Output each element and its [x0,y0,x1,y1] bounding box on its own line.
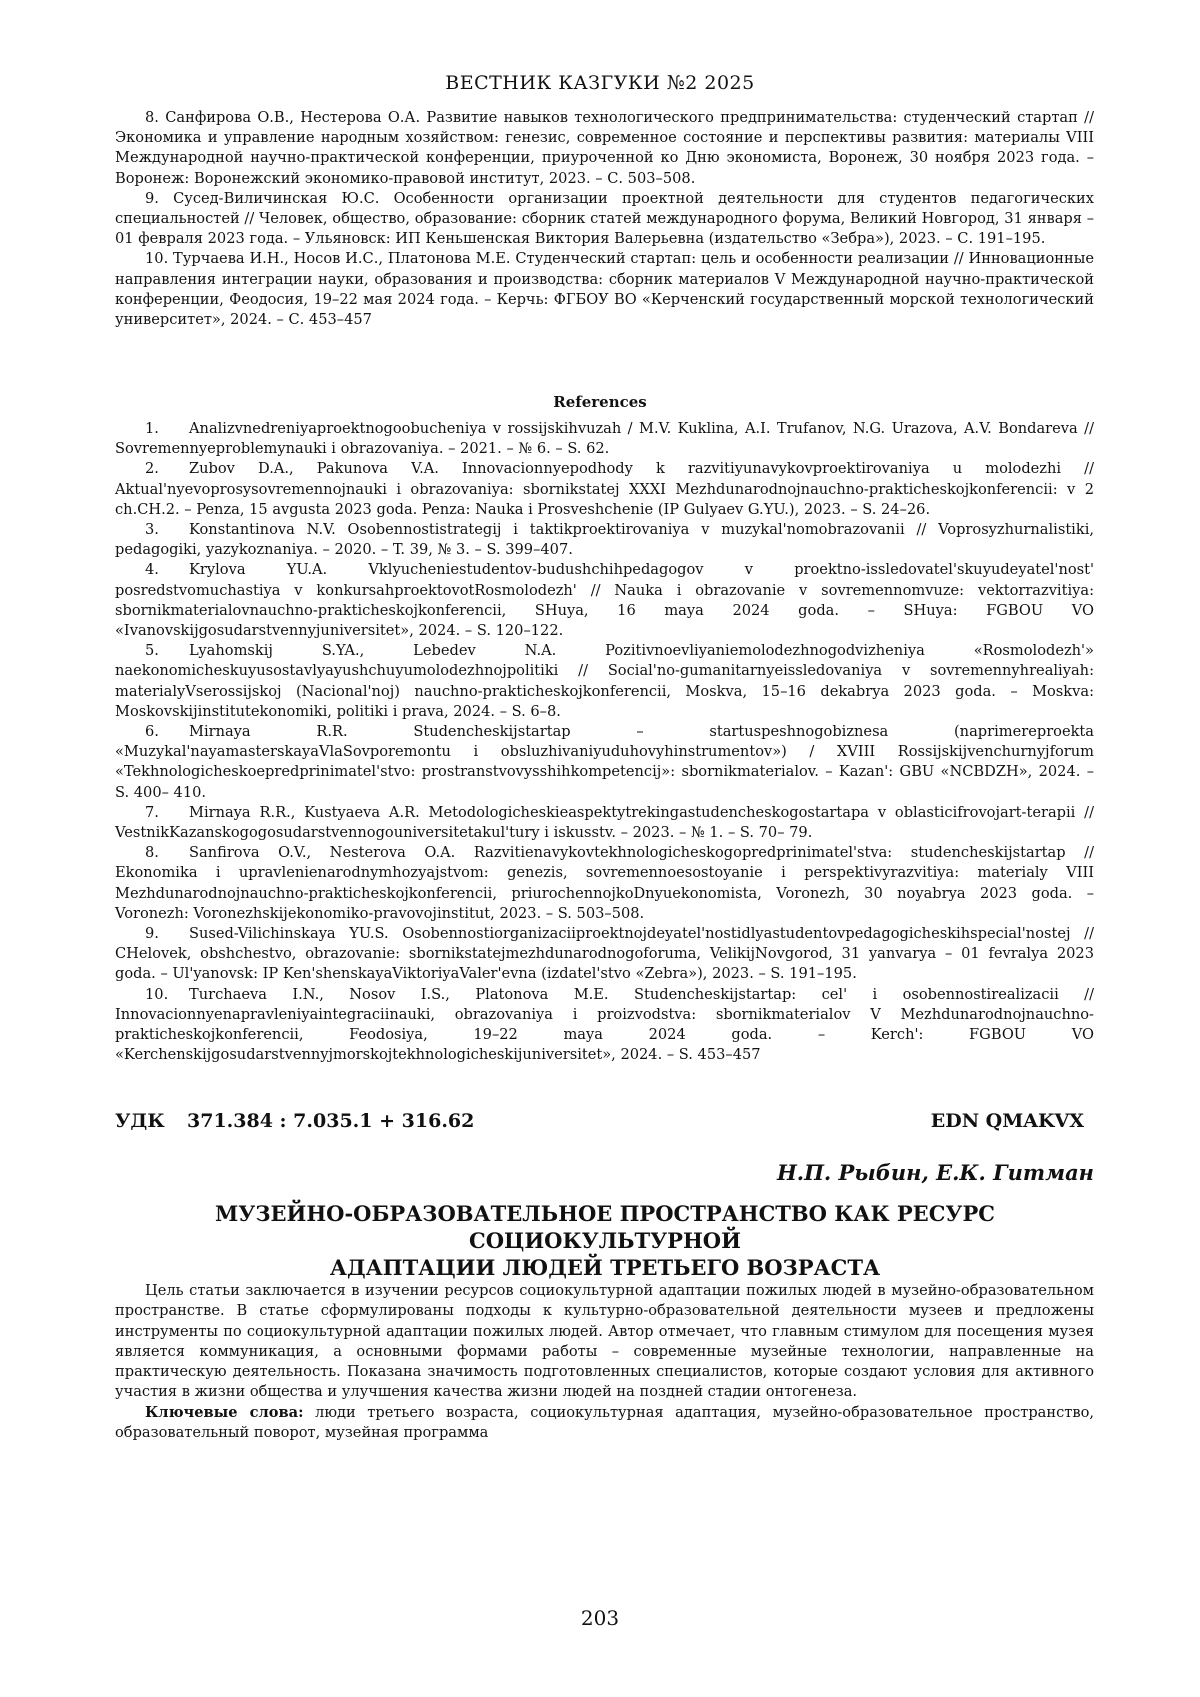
reference-number: 1. [145,420,159,437]
reference-number: 6. [145,723,159,741]
reference-number: 9. [145,925,159,943]
reference-text: Turchaeva I.N., Nosov I.S., Platonova M.E. Studencheskijstartap: cel' i osobennostirealizacii // Innovacionnyenapravleniyaintegraciinauki, obrazovaniya i proizvodstva: sbornikmaterialov V Mezhdunarodnojnauchno-prakticheskojkonferencii, Feodosiya, 19–22 maya 2024 goda. – Kerch': FGBOU VO «Kerchenskijgosudarstvennyjmorskojtekhnologicheskijuniversitet», 2024. – S. 453–457 [115,985,1094,1064]
reference-number: 3. [145,521,159,539]
reference-item [115,520,1094,560]
article-title-line: АДАПТАЦИИ ЛЮДЕЙ ТРЕТЬЕГО ВОЗРАСТА [329,1255,881,1280]
reference-number: 2. [145,460,159,478]
reference-item [115,560,1094,641]
reference-item [115,803,1094,843]
udk-row [115,1110,1094,1136]
reference-item [115,924,1094,985]
reference-item [115,985,1094,1066]
article-abstract [115,1281,1094,1443]
references-heading: References [553,393,647,411]
udk-label: УДК [115,1110,165,1132]
reference-number: 4. [145,561,159,579]
reference-item [115,459,1094,520]
reference-text: Konstantinova N.V. Osobennostistrategij i taktikproektirovaniya v muzykal'nomobrazovanii // Voprosyzhurnalistiki, pedagogiki, yazykoznaniya. – 2020. – T. 39, № 3. – S. 399–407. [115,521,1094,559]
keywords-label: Ключевые слова: [145,1403,304,1421]
journal-header: ВЕСТНИК КАЗГУКИ №2 2025 [445,72,755,94]
reference-text: Sused-Vilichinskaya YU.S. Osobennostiorganizaciiproektnojdeyatel'nostidlyastudentovpedagogicheskihspecial'nostej // CHelovek, obshchestvo, obrazovanie: sbornikstatejmezhdunarodnogoforuma, VelikijNovgorod, 31 yanvarya – 01 fevralya 2023 goda. – Ul'yanovsk: IP Ken'shenskayaViktoriyaValer'evna (izdatel'stvo «Zebra»), 2023. – S. 191–195. [115,925,1094,983]
reference-text: Zubov D.A., Pakunova V.A. Innovacionnyepodhody k razvitiyunavykovproektirovaniya u molodezhi // Aktual'nyevoprosysovremennojnauki i obrazovaniya: sbornikstatej XXXI Mezhdunarodnojnauchno-prakticheskojkonferencii: v 2 ch.CH.2. – Penza, 15 avgusta 2023 goda. Penza: Nauka i Prosveshchenie (IP Gulyaev G.YU.), 2023. – S. 24–26. [115,460,1094,518]
reference-text: Mirnaya R.R. Studencheskijstartap – startuspeshnogobiznesa (naprimereproekta «Muzykal'nayamasterskayaVlaSovporemontu i obsluzhivaniyuduhovyhinstrumentov») / XVIII Rossijskijvenchurnyjforum «Tekhnologicheskoepredprinimatel'stvo: prostranstvovysshihkompetencij»: sbornikmaterialov. – Kazan': GBU «NCBDZH», 2024. – S. 400– 410. [115,723,1094,801]
reference-text: Krylova YU.A. Vklyucheniestudentov-budushchihpedagogov v proektno-issledovatel'skuyudeyatel'nost' posredstvomuchastiya v konkursahproektovotRosmolodezh' // Nauka i obrazovanie v sovremennomvuze: vektorrazvitiya: sbornikmaterialovnauchno-prakticheskojkonferencii, SHuya, 16 maya 2024 goda. – SHuya: FGBOU VO «Ivanovskijgosudarstvennyjuniversitet», 2024. – S. 120–122. [115,561,1094,640]
keywords [115,1403,1094,1444]
udk-code: 371.384 : 7.035.1 + 316.62 [187,1110,475,1132]
article-authors: Н.П. Рыбин, Е.К. Гитман [776,1160,1094,1185]
reference-number: 7. [145,803,159,821]
abstract-text: Цель статьи заключается в изучении ресурсов социокультурной адаптации пожилых людей в музейно-образовательном пространстве. В статье сформулированы подходы к культурно-образовательной деятельности музеев и предложены инструменты по социокультурной адаптации пожилых людей. Автор отмечает, что главным стимулом для посещения музея является коммуникация, а основными формами работы – современные музейные технологии, направленные на практическую деятельность. Показана значимость подготовленных специалистов, которые создают условия для активного участия в жизни общества и улучшения качества жизни людей на поздней стадии онтогенеза. [115,1282,1094,1401]
article-title-line: МУЗЕЙНО-ОБРАЗОВАТЕЛЬНОЕ ПРОСТРАНСТВО КАК РЕСУРС СОЦИОКУЛЬТУРНОЙ [215,1201,995,1253]
reference-text: Lyahomskij S.YA., Lebedev N.A. Pozitivnoevliyaniemolodezhnogodvizheniya «Rosmolodezh'» naekonomicheskuyusostavlyayushchuyumolodezhnojpolitiki // Social'no-gumanitarnyeissledovaniya v sovremennyhrealiyah: materialyVserossijskoj (Nacional'noj) nauchno-prakticheskojkonferencii, Moskva, 15–16 dekabrya 2023 goda. – Moskva: Moskovskijinstitutekonomiki, politiki i prava, 2024. – S. 6–8. [115,642,1094,720]
references-list [115,419,1094,1066]
reference-item [115,419,1094,459]
keywords-text: люди третьего возраста, социокультурная адаптация, музейно-образовательное пространство, образовательный поворот, музейная программа [115,1403,1094,1442]
reference-number: 8. [145,844,159,862]
page-number: 203 [580,1606,620,1630]
reference-text: Sanfirova O.V., Nesterova O.A. Razvitienavykovtekhnologicheskogopredprinimatel'stva: studencheskijstartap // Ekonomika i upravlenienarodnymhozyajstvom: genezis, sovremennoesostoyanie i perspektivyrazvitiya: materialy VIII Mezhdunarodnojnauchno-prakticheskojkonferencii, priurochennojkoDnyuekonomista, Voronezh, 30 noyabrya 2023 goda. – Voronezh: Voronezhskijekonomiko-pravovojinstitut, 2023. – S. 503–508. [115,844,1094,922]
bibliography-list [115,108,1094,330]
article-title [110,1200,1100,1281]
bibliography-item: 8. Санфирова О.В., Нестерова О.А. Развитие навыков технологического предпринимательства: студенческий стартап // Экономика и управление народным хозяйством: генезис, современное состояние и перспективы развития: материалы VIII Международной научно-практической конференции, приуроченной ко Дню экономиста, Воронеж, 30 ноября 2023 года. – Воронеж: Воронежский экономико-правовой институт, 2023. – С. 503–508. [115,109,1094,187]
reference-text: Mirnaya R.R., Kustyaeva A.R. Metodologicheskieaspektytrekingastudencheskogostartapa v oblasticifrovojart-terapii // VestnikKazanskogogosudarstvennogouniversitetakul'tury i iskusstv. – 2023. – № 1. – S. 70– 79. [115,803,1094,842]
reference-item [115,843,1094,924]
bibliography-item: 10. Турчаева И.Н., Носов И.С., Платонова М.Е. Студенческий стартап: цель и особенности реализации // Инновационные направления интеграции науки, образования и производства: сборник материалов V Международной научно-практической конференции, Феодосия, 19–22 мая 2024 года. – Керчь: ФГБОУ ВО «Керченский государственный морской технологический университет», 2024. – С. 453–457 [115,250,1094,329]
reference-number: 5. [145,642,159,660]
reference-text: Analizvnedreniyaproektnogoobucheniya v rossijskihvuzah / M.V. Kuklina, A.I. Trufanov, N.G. Urazova, A.V. Bondareva // Sovremennyeproblemynauki i obrazovaniya. – 2021. – № 6. – S. 62. [115,420,1094,458]
reference-item [115,722,1094,803]
reference-number: 10. [145,985,169,1003]
bibliography-item: 9. Сусед-Виличинская Ю.С. Особенности организации проектной деятельности для студентов педагогических специальностей // Человек, общество, образование: сборник статей международного форума, Великий Новгород, 31 января – 01 февраля 2023 года. – Ульяновск: ИП Кеньшенская Виктория Валерьевна (издательство «Зебра»), 2023. – С. 191–195. [115,189,1094,248]
reference-item [115,641,1094,722]
edn-code: EDN QMAKVX [930,1110,1084,1132]
